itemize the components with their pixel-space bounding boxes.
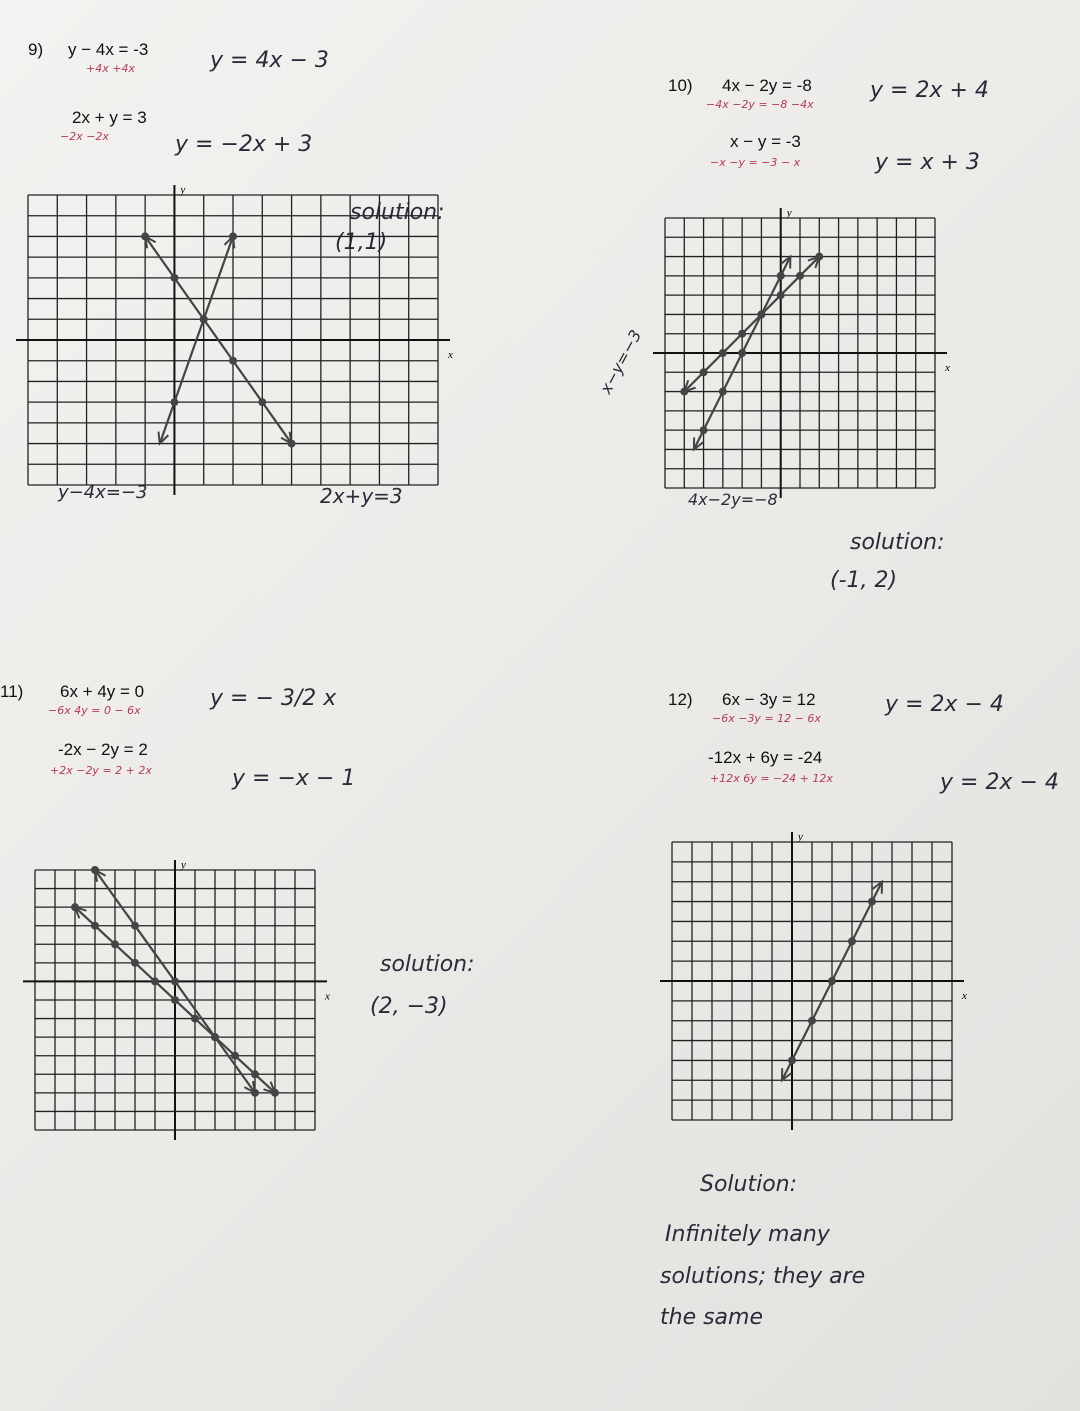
- plotted-point: [815, 253, 823, 261]
- x-axis-label: x: [945, 362, 950, 374]
- plotted-point: [131, 922, 139, 930]
- plotted-point: [170, 398, 178, 406]
- plotted-point: [777, 272, 785, 280]
- problem-12-number: 12): [668, 690, 693, 709]
- plotted-point: [231, 1052, 239, 1060]
- plotted-point: [288, 440, 296, 448]
- problem-9-slope-form-2: y = −2x + 3: [175, 132, 313, 157]
- problem-10-line-label-1: x−y=−3: [596, 326, 646, 397]
- problem-9-equation-1: y − 4x = -3: [68, 40, 149, 59]
- problem-9-line-label-2: 2x+y=3: [320, 484, 403, 508]
- problem-11-equation-1: 6x + 4y = 0: [60, 682, 145, 701]
- problem-10-equation-2: x − y = -3: [730, 132, 801, 151]
- problem-11-slope-form-2: y = −x − 1: [232, 766, 356, 791]
- plotted-point: [229, 357, 237, 365]
- plotted-point: [258, 398, 266, 406]
- plotted-point: [719, 388, 727, 396]
- problem-9-line-label-1: y−4x=−3: [58, 482, 148, 503]
- plotted-point: [131, 959, 139, 967]
- y-axis-label: y: [180, 184, 186, 196]
- plotted-point: [91, 866, 99, 874]
- y-axis-label: y: [798, 831, 803, 843]
- problem-11-work-2: +2x −2y = 2 + 2x: [50, 764, 152, 777]
- problem-9-number: 9): [28, 40, 44, 59]
- problem-11-solution-label: solution:: [380, 952, 475, 977]
- x-axis-label: x: [325, 990, 330, 1003]
- problem-10-equation-1: 4x − 2y = -8: [722, 76, 812, 95]
- plotted-point: [211, 1033, 219, 1041]
- plotted-point: [191, 1015, 199, 1023]
- x-axis-label: x: [962, 990, 967, 1002]
- plotted-point: [738, 330, 746, 338]
- problem-11-slope-form-1: y = − 3/2 x: [210, 686, 337, 711]
- problem-10-work-2: −x −y = −3 − x: [710, 156, 801, 169]
- problem-12-solution-line-2: solutions; they are: [660, 1264, 866, 1289]
- problem-9-work-1: +4x +4x: [86, 62, 135, 75]
- problem-11-equation-2: -2x − 2y = 2: [58, 740, 148, 759]
- graph-problem-10: [665, 207, 950, 488]
- y-axis-label: y: [181, 859, 186, 871]
- problem-12-solution-line-1: Infinitely many: [665, 1222, 830, 1247]
- graph-problem-9: [28, 184, 453, 485]
- plotted-point: [788, 1056, 796, 1064]
- problem-11-work-1: −6x 4y = 0 − 6x: [48, 704, 141, 717]
- problem-12-solution-label: Solution:: [700, 1172, 798, 1197]
- problem-9-solution-label: solution:: [350, 200, 445, 225]
- problem-12-work-1: −6x −3y = 12 − 6x: [712, 712, 821, 725]
- plotted-point: [868, 898, 876, 906]
- problem-9-solution-value: (1,1): [335, 230, 388, 255]
- problem-10-solution-value: (-1, 2): [830, 568, 898, 593]
- problem-12-slope-form-1: y = 2x − 4: [885, 692, 1004, 717]
- plotted-point: [271, 1089, 279, 1097]
- plotted-point: [171, 977, 179, 985]
- plotted-point: [251, 1089, 259, 1097]
- plotted-point: [700, 426, 708, 434]
- problem-9-work-2: −2x −2x: [60, 130, 109, 143]
- plotted-point: [171, 996, 179, 1004]
- plotted-point: [719, 349, 727, 357]
- plotted-point: [796, 272, 804, 280]
- problem-10-number: 10): [668, 76, 693, 95]
- graph-problem-11: [35, 859, 330, 1130]
- plotted-point: [111, 940, 119, 948]
- plotted-point: [777, 291, 785, 299]
- plotted-point: [251, 1070, 259, 1078]
- plotted-point: [151, 977, 159, 985]
- problem-10-line-label-2: 4x−2y=−8: [688, 490, 778, 509]
- problem-12-equation-2: -12x + 6y = -24: [708, 748, 823, 767]
- problem-11-number: 11): [0, 682, 24, 701]
- graph-problem-12: [672, 831, 967, 1120]
- y-axis-label: y: [786, 207, 792, 219]
- plotted-point: [680, 388, 688, 396]
- problem-10-solution-label: solution:: [850, 530, 945, 555]
- plotted-point: [757, 310, 765, 318]
- problem-10-slope-form-2: y = x + 3: [875, 150, 980, 175]
- problem-11-solution-value: (2, −3): [370, 994, 448, 1019]
- problem-12-equation-1: 6x − 3y = 12: [722, 690, 816, 709]
- plotted-point: [828, 977, 836, 985]
- plotted-point: [91, 922, 99, 930]
- problem-12-work-2: +12x 6y = −24 + 12x: [710, 772, 833, 785]
- problem-12-slope-form-2: y = 2x − 4: [940, 770, 1059, 795]
- plotted-point: [71, 903, 79, 911]
- x-axis-label: x: [448, 349, 453, 361]
- problem-10-work-1: −4x −2y = −8 −4x: [706, 98, 814, 111]
- plotted-point: [141, 232, 149, 240]
- problem-9-equation-2: 2x + y = 3: [72, 108, 147, 127]
- plotted-point: [738, 349, 746, 357]
- plotted-point: [700, 368, 708, 376]
- plotted-point: [170, 274, 178, 282]
- problem-10-slope-form-1: y = 2x + 4: [870, 78, 989, 103]
- problem-9-slope-form-1: y = 4x − 3: [210, 48, 329, 73]
- plotted-point: [808, 1017, 816, 1025]
- plotted-point: [229, 232, 237, 240]
- problem-12-solution-line-3: the same: [660, 1305, 764, 1330]
- plotted-point: [200, 315, 208, 323]
- plotted-point: [848, 937, 856, 945]
